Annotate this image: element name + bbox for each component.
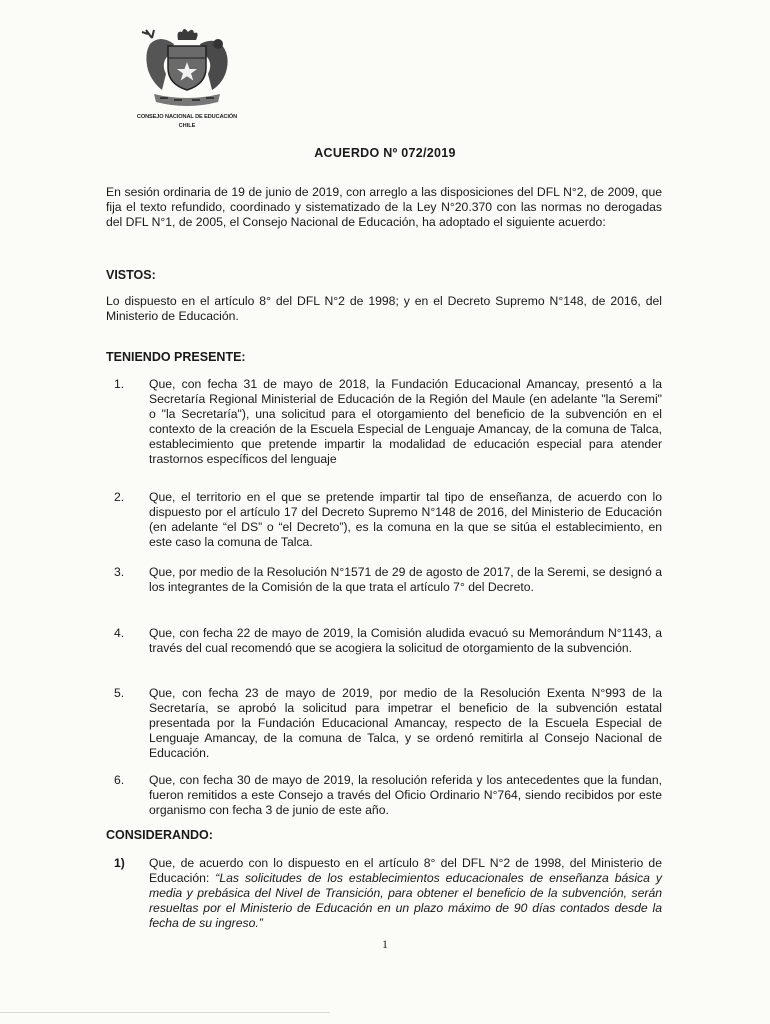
vistos-heading: VISTOS: <box>106 268 156 282</box>
considerando-item-text: Que, de acuerdo con lo dispuesto en el artículo 8° del DFL N°2 de 1998, del Ministerio de Educación: <box>149 856 662 885</box>
coat-of-arms-logo <box>128 28 246 138</box>
considerando-heading: CONSIDERANDO: <box>106 828 213 842</box>
list-item: Que, con fecha 30 de mayo de 2019, la resolución referida y los antecedentes que la fundan, fueron remitidos a este Consejo a través del Oficio Ordinario N°764, siendo recibidos por este organismo con fecha 3 de junio de este año. <box>149 773 662 817</box>
list-item: Que, con fecha 23 de mayo de 2019, por medio de la Resolución Exenta N°993 de la Secretaría, se aprobó la solicitud para impetrar el beneficio de la subvención estatal presentada por la Fundación Educacional Amancay, respecto de la Escuela Especial de Lenguaje Amancay, de la comuna de Talca, y se ordenó remitirla al Consejo Nacional de Educación. <box>149 686 662 760</box>
considerando-item-quote: “Las solicitudes de los establecimientos educacionales de enseñanza básica y media y prebásica del Nivel de Transición, para obtener el beneficio de la subvención, serán resueltas por el Ministerio de Educación en un plazo máximo de 90 días contados desde la fecha de su ingreso.” <box>149 871 663 930</box>
item-number: 3. <box>114 565 125 579</box>
vistos-paragraph: Lo dispuesto en el artículo 8° del DFL N°2 de 1998; y en el Decreto Supremo N°148, de 2016, del Ministerio de Educación. <box>106 294 662 323</box>
list-item: Que, con fecha 31 de mayo de 2018, la Fundación Educacional Amancay, presentó a la Secretaría Regional Ministerial de Educación de la Región del Maule (en adelante "la Seremi" o "la Secretaría"), una solicitud para el otorgamiento del beneficio de la subvención en el contexto de la creación de la Escuela Especial de Lenguaje Amancay, de la comuna de Talca, establecimiento que pretende impartir la modalidad de educación especial para atender trastornos específicos del lenguaje <box>149 377 662 466</box>
document-title: ACUERDO Nº 072/2019 <box>314 146 456 160</box>
chile-coat-of-arms-icon <box>138 28 236 112</box>
item-number: 6. <box>114 773 125 787</box>
scan-artifact-line <box>0 1012 330 1013</box>
item-number: 2. <box>114 490 125 504</box>
list-item: Que, con fecha 22 de mayo de 2019, la Comisión aludida evacuó su Memorándum N°1143, a través del cual recomendó que se acogiera la solicitud de otorgamiento de la subvención. <box>149 626 662 655</box>
org-country: CHILE <box>178 123 196 129</box>
list-item: Que, el territorio en el que se pretende impartir tal tipo de enseñanza, de acuerdo con lo dispuesto por el artículo 17 del Decreto Supremo N°148 de 2016, del Ministerio de Educación (en adelante “el DS” o “el Decreto”), es la comuna en la que se sitúa el establecimiento, en este caso la comuna de Talca. <box>149 490 662 549</box>
list-item: Que, por medio de la Resolución N°1571 de 29 de agosto de 2017, de la Seremi, se designó a los integrantes de la Comisión de la que trata el artículo 7° del Decreto. <box>149 565 662 594</box>
item-number: 4. <box>114 626 125 640</box>
considerando-item <box>149 856 662 931</box>
item-number: 5. <box>114 686 125 700</box>
teniendo-heading: TENIENDO PRESENTE: <box>106 350 246 364</box>
page-number: 1 <box>382 937 388 951</box>
org-name: CONSEJO NACIONAL DE EDUCACIÓN <box>136 114 238 120</box>
intro-paragraph: En sesión ordinaria de 19 de junio de 2019, con arreglo a las disposiciones del DFL N°2, de 2009, que fija el texto refundido, coordinado y sistematizado de la Ley N°20.370 con las normas no derogadas del DFL N°1, de 2005, el Consejo Nacional de Educación, ha adoptado el siguiente acuerdo: <box>106 185 662 229</box>
item-number: 1. <box>114 377 125 391</box>
item-number: 1) <box>114 856 125 870</box>
